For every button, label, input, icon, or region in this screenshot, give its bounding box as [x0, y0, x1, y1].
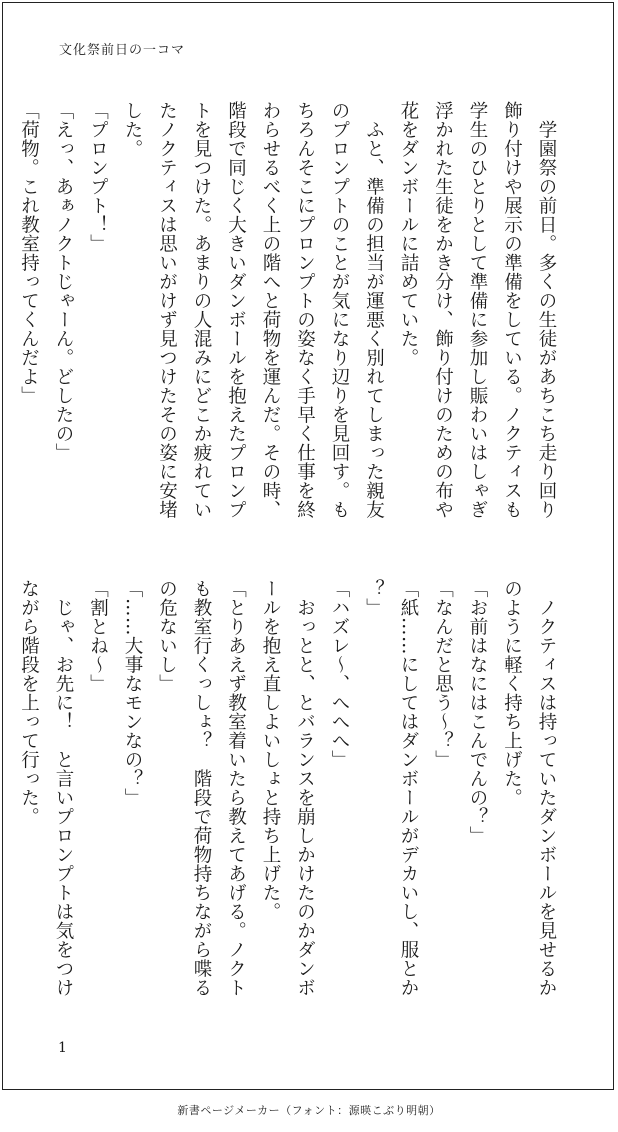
text-column-top [11, 101, 563, 541]
page-frame [2, 2, 614, 1090]
text-line: も教室行くっしょ？ 階段で荷物持ちながら喋る [191, 579, 212, 997]
text-line: 「なんだと思う～？」 [432, 579, 454, 769]
text-column-bottom [11, 579, 563, 1019]
text-line: 「荷物。これ教室持ってくんだよ」 [18, 101, 40, 405]
text-line: ながら階段を上って行った。 [18, 579, 40, 826]
text-line: 「えっ、あぁノクトじゃーん。どしたの」 [53, 101, 74, 462]
text-line: 「プロンプト！」 [87, 101, 109, 253]
text-line: 「割とね～」 [87, 579, 109, 693]
text-line: たノクティスは思いがけず見つけたその姿に安堵 [156, 101, 178, 519]
text-line: ？」 [363, 579, 385, 617]
text-line: おっとと、とバランスを崩しかけたのかダンボ [294, 579, 316, 997]
text-line: わらせるべく上の階へと荷物を運んだ。その時、 [260, 101, 281, 519]
text-line: トを見つけた。あまりの人混みにどこか疲れてい [191, 101, 212, 519]
text-line: 「紙……にしてはダンボールがデカいし、服とか [398, 579, 419, 997]
text-line: ールを抱え直しよいしょと持ち上げた。 [260, 579, 281, 921]
text-line: した。 [122, 101, 143, 158]
text-line: 学園祭の前日。多くの生徒があちこち走り回り [536, 101, 557, 519]
page-title: 文化祭前日の一コマ [59, 43, 186, 58]
text-line: 「とりあえず教室着いたら教えてあげる。ノクト [225, 579, 247, 997]
text-line: ノクティスは持っていたダンボールを見せるか [536, 579, 557, 997]
text-line: ふと、準備の担当が運悪く別れてしまった親友 [363, 101, 385, 519]
footer-credit: 新書ページメーカー（フォント：源暎こぶり明朝） [177, 1104, 441, 1117]
text-line: 飾り付けや展示の準備をしている。ノクティスも [501, 101, 523, 519]
text-line: 「ハズレ～、へへへ」 [329, 579, 350, 769]
page-number: 1 [58, 1040, 67, 1056]
text-line: 「……大事なモンなの？」 [122, 579, 143, 807]
text-line: 浮かれた生徒をかき分け、飾り付けのための布や [432, 101, 454, 519]
text-line: 階段で同じく大きいダンボールを抱えたプロンプ [225, 101, 247, 519]
text-line: 学生のひとりとして準備に参加し賑わいはしゃぎ [467, 101, 488, 519]
text-line: 花をダンボールに詰めていた。 [398, 101, 419, 367]
text-line: ちろんそこにプロンプトの姿なく手早く仕事を終 [294, 101, 316, 519]
text-line: のように軽く持ち上げた。 [501, 579, 523, 807]
text-line: の危ないし」 [156, 579, 178, 693]
text-line: じゃ、お先に！ と言いプロンプトは気をつけ [53, 579, 74, 997]
text-line: のプロンプトのことが気になり辺りを見回す。も [329, 101, 350, 519]
text-line: 「お前はなにはこんでんの？」 [467, 579, 488, 845]
